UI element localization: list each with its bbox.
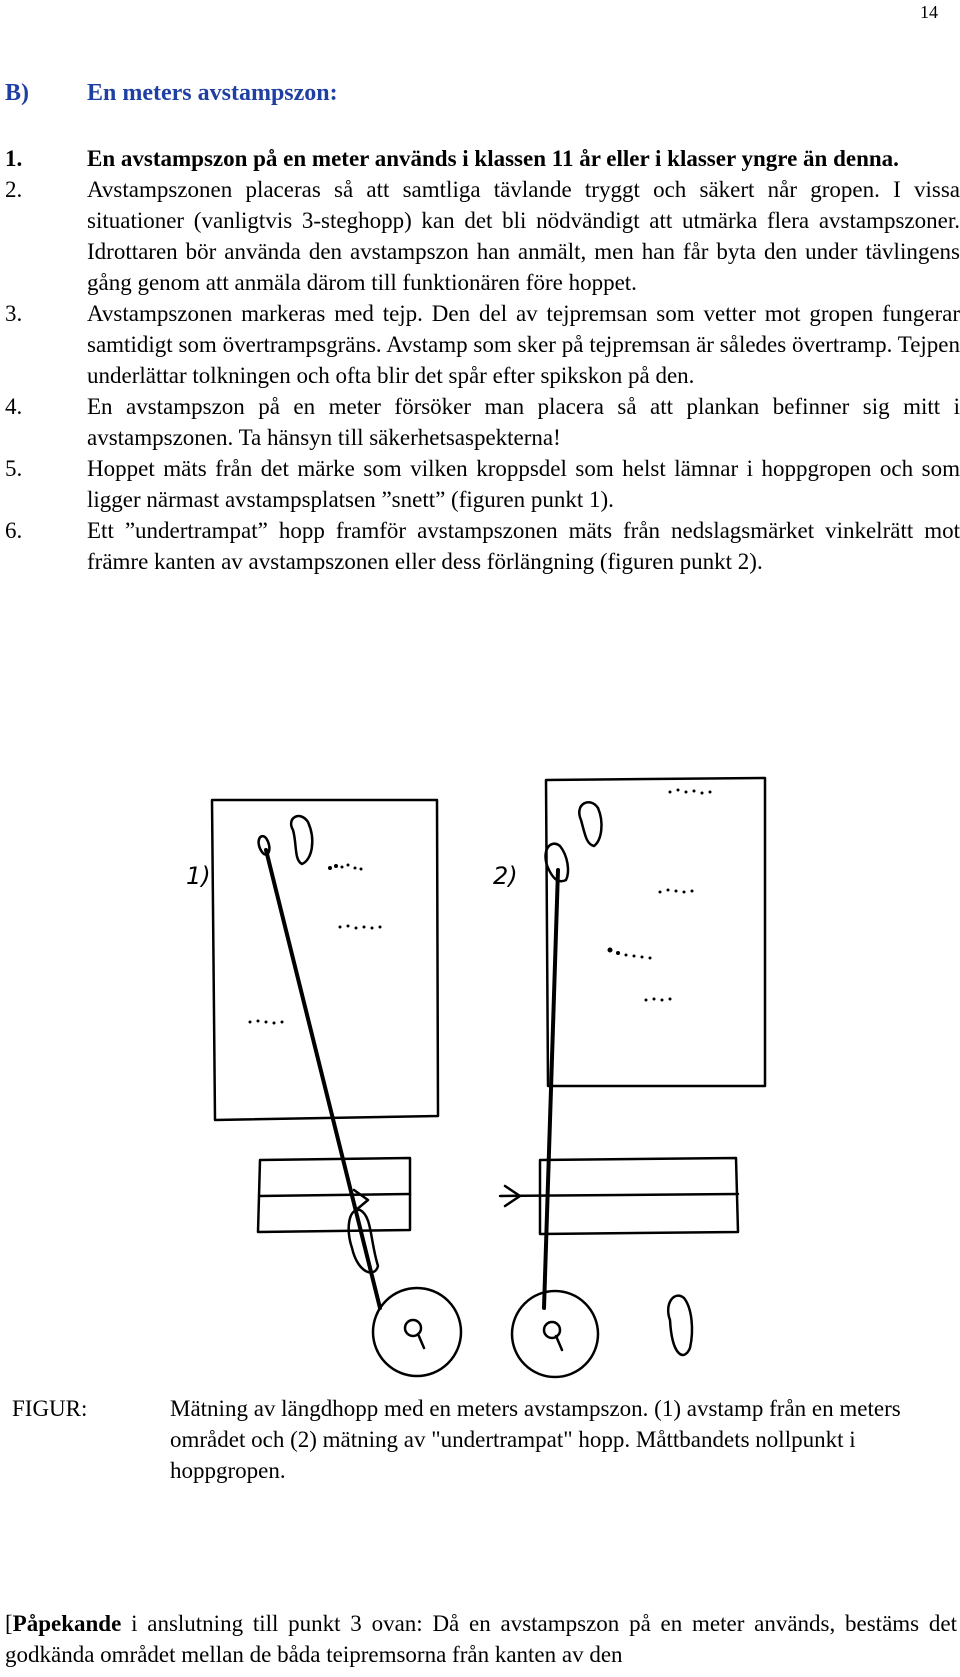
rule-number: 3. [5, 301, 23, 326]
pit-outline-1 [212, 800, 438, 1120]
section-heading [5, 80, 338, 107]
caption-label: FIGUR: [12, 1396, 88, 1421]
note-bracket: [ [5, 1611, 13, 1636]
rule-item-1 [5, 143, 960, 174]
figure-label-2: 2) [493, 862, 518, 890]
footprint-mark [668, 1296, 692, 1355]
rule-number: 2. [5, 177, 23, 202]
note-bold: Påpekande [12, 1611, 122, 1636]
rule-number: 1. [5, 146, 23, 171]
rule-list [5, 143, 960, 577]
rule-text: Ett ”undertrampat” hopp framför avstampszonen mäts från nedslagsmärket vinkelrätt mot främre kanten av avstampszonen eller dess förlängning (figuren punkt 2). [87, 518, 960, 574]
rule-item-6 [5, 515, 960, 577]
rule-item-5 [5, 453, 960, 515]
rule-text: Avstampszonen markeras med tejp. Den del av tejpremsan som vetter mot gropen fungerar samtidigt som övertrampsgräns. Avstamp som sker på tejpremsan är således övertramp. Tejpen underlättar tolkningen och ofta blir det spår efter spikskon på den. [87, 301, 960, 388]
tape-line [500, 1194, 738, 1196]
rule-number: 4. [5, 394, 23, 419]
sand-marks [249, 789, 712, 1025]
tape-reel-2 [512, 1291, 598, 1377]
figure-caption [12, 1393, 952, 1486]
rule-text: En avstampszon på en meter försöker man placera så att plankan befinner sig mitt i avstampszonen. Ta hänsyn till säkerhetsaspekterna! [87, 394, 960, 450]
rule-number: 6. [5, 518, 23, 543]
footprint-mark [579, 802, 601, 846]
rule-item-2 [5, 174, 960, 298]
tape-reel-1 [373, 1288, 461, 1376]
footprint-mark [291, 816, 312, 864]
tape-line [259, 1194, 410, 1196]
caption-text: Mätning av längdhopp med en meters avstampszon. (1) avstamp från en meters området och (2) mätning av "undertrampat" hopp. Måttbandets nollpunkt i hoppgropen. [170, 1396, 901, 1483]
rule-text: En avstampszon på en meter används i klassen 11 år eller i klasser yngre än denna. [87, 146, 899, 171]
rule-number: 5. [5, 456, 23, 481]
rule-item-4 [5, 391, 960, 453]
page-number: 14 [920, 2, 938, 22]
long-jump-figure [0, 760, 960, 1380]
figure-label-1: 1) [186, 862, 211, 890]
note-text: i anslutning till punkt 3 ovan: Då en avstampszon på en meter används, bestäms det godkända området mellan de båda teipremsorna från kanten av den [5, 1611, 957, 1667]
footnote-paragraph [5, 1608, 957, 1670]
pit-outline-2 [546, 778, 765, 1086]
section-title: En meters avstampszon: [87, 80, 338, 106]
rule-text: Hoppet mäts från det märke som vilken kroppsdel som helst lämnar i hoppgropen och som ligger närmast avstampsplatsen ”snett” (figuren punkt 1). [87, 456, 960, 512]
measuring-line-1 [266, 850, 380, 1308]
rule-item-3 [5, 298, 960, 391]
rule-text: Avstampszonen placeras så att samtliga tävlande tryggt och säkert når gropen. I vissa situationer (vanligtvis 3-steghopp) kan det bli nödvändigt att utmärka flera avstampszoner. Idrottaren bör använda den avstampszon han anmält, men han får byta den under tävlingens gång genom att anmäla därom till funktionären före hoppet. [87, 177, 960, 295]
section-letter: B) [5, 80, 29, 106]
